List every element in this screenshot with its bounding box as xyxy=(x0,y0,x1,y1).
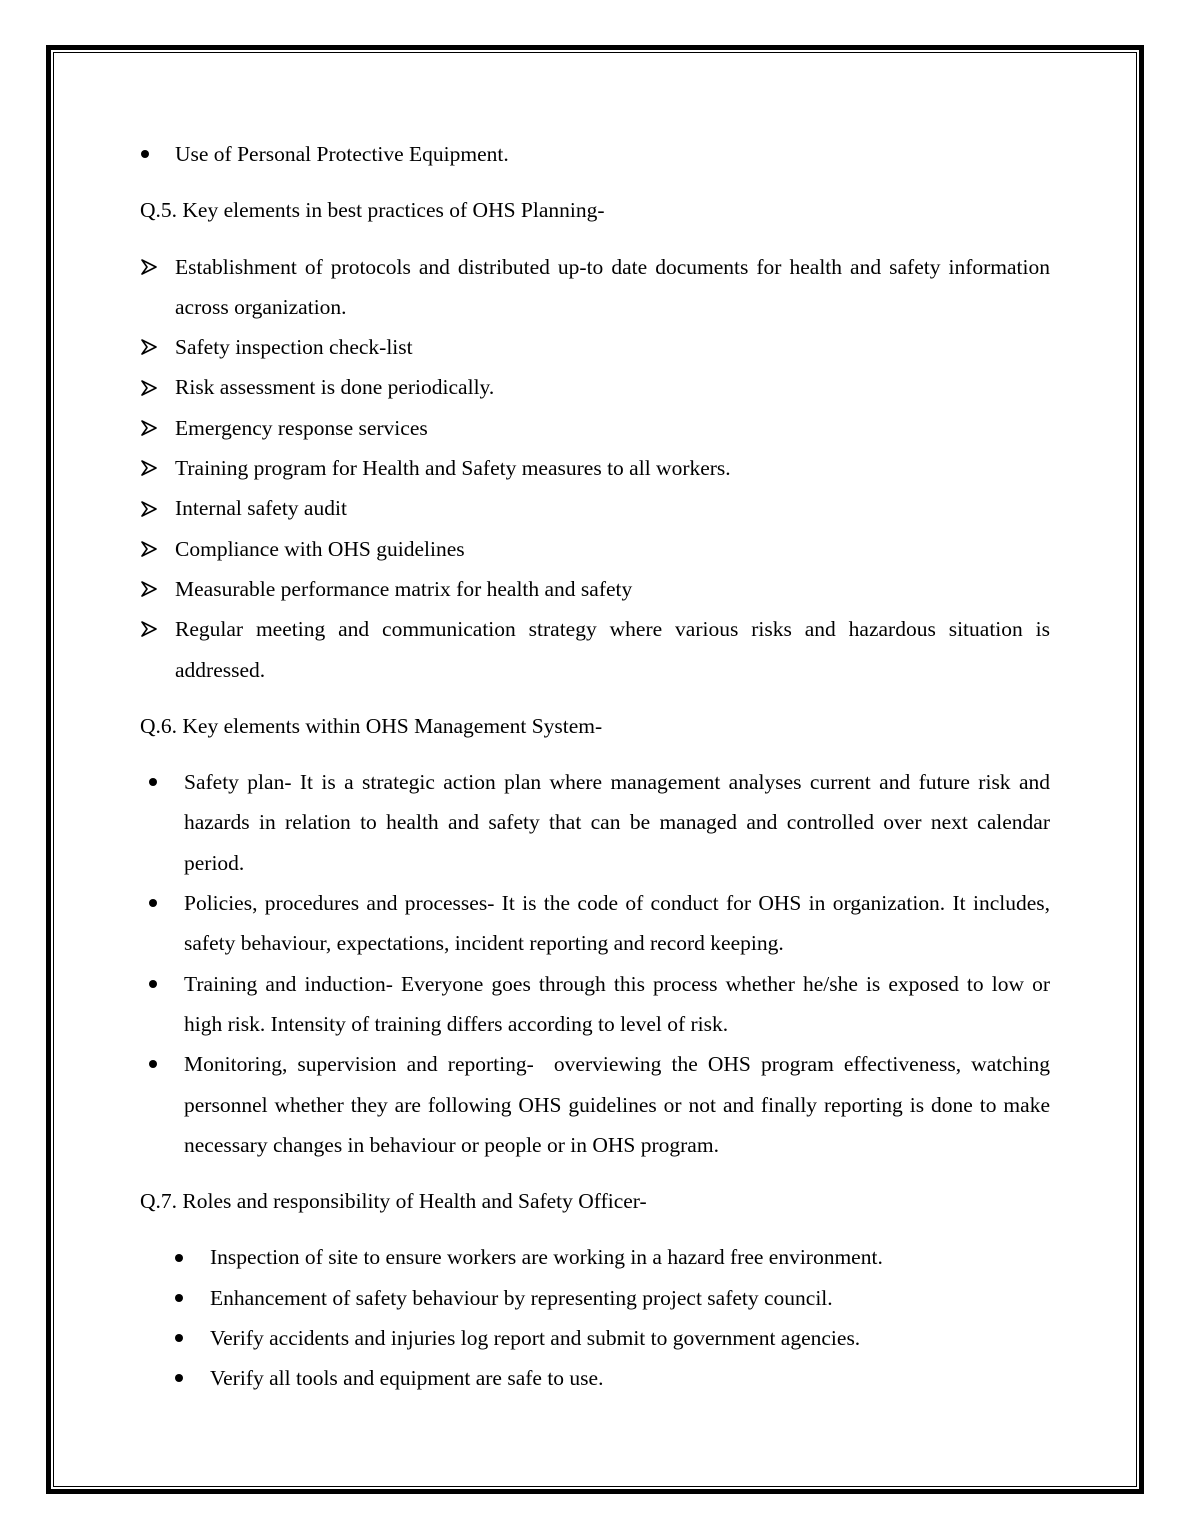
list-item: Training program for Health and Safety measures to all workers. xyxy=(140,448,1050,488)
arrow-bullet-icon xyxy=(141,448,157,488)
arrow-bullet-icon xyxy=(141,367,157,407)
bullet-dot-icon xyxy=(175,1237,183,1277)
list-item: Compliance with OHS guidelines xyxy=(140,529,1050,569)
list-item: Establishment of protocols and distributed up-to date documents for health and safety information across organization. xyxy=(140,247,1050,328)
list-item: Risk assessment is done periodically. xyxy=(140,367,1050,407)
list-item: Safety inspection check-list xyxy=(140,327,1050,367)
list-item: Monitoring, supervision and reporting- overviewing the OHS program effectiveness, watching personnel whether they are following OHS guidelines or not and finally reporting is done to make necessary changes in behaviour or people or in OHS program. xyxy=(140,1044,1050,1165)
q5-list xyxy=(140,247,1050,690)
bullet-dot-icon xyxy=(149,762,157,802)
list-item: Regular meeting and communication strategy where various risks and hazardous situation is addressed. xyxy=(140,609,1050,690)
arrow-bullet-icon xyxy=(141,408,157,448)
list-item: Inspection of site to ensure workers are working in a hazard free environment. xyxy=(140,1237,1050,1277)
q7-heading: Q.7. Roles and responsibility of Health and Safety Officer- xyxy=(140,1189,647,1214)
arrow-bullet-icon xyxy=(141,247,157,287)
q7-list xyxy=(140,1237,1050,1398)
list-item: Safety plan- It is a strategic action plan where management analyses current and future risk and hazards in relation to health and safety that can be managed and controlled over next calendar period. xyxy=(140,762,1050,883)
q6-list xyxy=(140,762,1056,1165)
bullet-dot-icon xyxy=(175,1278,183,1318)
list-item: Verify accidents and injuries log report and submit to government agencies. xyxy=(140,1318,1050,1358)
list-item: Internal safety audit xyxy=(140,488,1050,528)
arrow-bullet-icon xyxy=(141,529,157,569)
q5-heading: Q.5. Key elements in best practices of OHS Planning- xyxy=(140,198,605,223)
top-bullet-list xyxy=(140,134,1050,174)
arrow-bullet-icon xyxy=(141,569,157,609)
bullet-dot-icon xyxy=(149,883,157,923)
list-item: Training and induction- Everyone goes through this process whether he/she is exposed to low or high risk. Intensity of training differs according to level of risk. xyxy=(140,964,1050,1045)
bullet-dot-icon xyxy=(175,1318,183,1358)
list-item: Policies, procedures and processes- It is the code of conduct for OHS in organization. It includes, safety behaviour, expectations, incident reporting and record keeping. xyxy=(140,883,1050,964)
list-item: Enhancement of safety behaviour by representing project safety council. xyxy=(140,1278,1050,1318)
arrow-bullet-icon xyxy=(141,327,157,367)
arrow-bullet-icon xyxy=(141,609,157,649)
list-item: Use of Personal Protective Equipment. xyxy=(140,134,1050,174)
bullet-dot-icon xyxy=(149,964,157,1004)
arrow-bullet-icon xyxy=(141,488,157,528)
list-item: Measurable performance matrix for health and safety xyxy=(140,569,1050,609)
bullet-dot-icon xyxy=(149,1044,157,1084)
list-item: Verify all tools and equipment are safe to use. xyxy=(140,1358,1050,1398)
q6-heading: Q.6. Key elements within OHS Management System- xyxy=(140,713,603,738)
document-body xyxy=(140,134,1056,1399)
bullet-dot-icon xyxy=(175,1358,183,1398)
bullet-dot-icon xyxy=(140,134,149,174)
list-item: Emergency response services xyxy=(140,408,1050,448)
